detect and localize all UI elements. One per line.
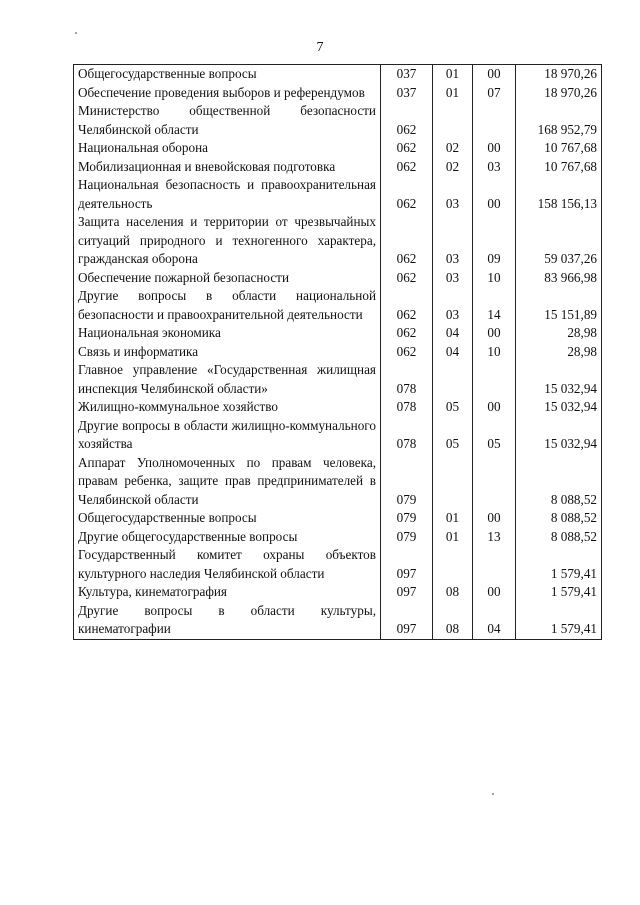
row-name: Аппарат Уполномоченных по правам человека, правам ребенка, защите прав предпринимателей в Челябинской области (74, 454, 381, 510)
row-section-code: 03 (433, 213, 473, 269)
row-name: Другие вопросы в области культуры, кинематографии (74, 602, 381, 640)
page-number: 7 (316, 40, 324, 55)
row-amount: 1 579,41 (516, 583, 602, 602)
row-name: Общегосударственные вопросы (74, 509, 381, 528)
row-name: Министерство общественной безопасности Челябинской области (74, 102, 381, 139)
row-subsection-code: 00 (473, 139, 516, 158)
row-ved-code: 062 (381, 139, 433, 158)
row-section-code: 02 (433, 139, 473, 158)
table-row (74, 65, 602, 84)
row-amount: 15 032,94 (516, 398, 602, 417)
row-section-code: 01 (433, 509, 473, 528)
row-name: Национальная экономика (74, 324, 381, 343)
row-ved-code: 078 (381, 361, 433, 398)
row-amount: 8 088,52 (516, 528, 602, 547)
table-row (74, 324, 602, 343)
row-section-code: 01 (433, 65, 473, 84)
row-name: Культура, кинематография (74, 583, 381, 602)
table-row (74, 102, 602, 139)
table-row (74, 583, 602, 602)
row-amount: 8 088,52 (516, 509, 602, 528)
row-section-code: 08 (433, 602, 473, 640)
row-amount: 1 579,41 (516, 546, 602, 583)
row-name: Общегосударственные вопросы (74, 65, 381, 84)
row-ved-code: 062 (381, 324, 433, 343)
table-row (74, 509, 602, 528)
row-ved-code: 062 (381, 158, 433, 177)
row-section-code: 03 (433, 176, 473, 213)
row-subsection-code: 00 (473, 324, 516, 343)
row-ved-code: 079 (381, 509, 433, 528)
row-amount: 18 970,26 (516, 84, 602, 103)
row-subsection-code: 00 (473, 176, 516, 213)
row-name: Другие вопросы в области национальной безопасности и правоохранительной деятельности (74, 287, 381, 324)
row-section-code (433, 454, 473, 510)
row-amount: 10 767,68 (516, 158, 602, 177)
row-amount: 18 970,26 (516, 65, 602, 84)
row-section-code: 03 (433, 269, 473, 288)
row-amount: 28,98 (516, 343, 602, 362)
row-ved-code: 079 (381, 454, 433, 510)
row-section-code: 04 (433, 343, 473, 362)
row-amount: 59 037,26 (516, 213, 602, 269)
row-subsection-code: 00 (473, 398, 516, 417)
row-section-code: 01 (433, 84, 473, 103)
row-subsection-code: 05 (473, 417, 516, 454)
row-name: Другие общегосударственные вопросы (74, 528, 381, 547)
row-ved-code: 062 (381, 343, 433, 362)
row-subsection-code: 09 (473, 213, 516, 269)
row-name: Мобилизационная и вневойсковая подготовка (74, 158, 381, 177)
row-subsection-code (473, 361, 516, 398)
row-amount: 15 151,89 (516, 287, 602, 324)
row-subsection-code: 03 (473, 158, 516, 177)
row-subsection-code: 04 (473, 602, 516, 640)
table-row (74, 213, 602, 269)
table-row (74, 158, 602, 177)
row-name: Обеспечение пожарной безопасности (74, 269, 381, 288)
table-row (74, 454, 602, 510)
row-ved-code: 078 (381, 398, 433, 417)
row-name: Национальная оборона (74, 139, 381, 158)
row-ved-code: 079 (381, 528, 433, 547)
table-row (74, 176, 602, 213)
row-amount: 83 966,98 (516, 269, 602, 288)
row-amount: 1 579,41 (516, 602, 602, 640)
table-row (74, 361, 602, 398)
row-name: Национальная безопасность и правоохранительная деятельность (74, 176, 381, 213)
row-amount: 158 156,13 (516, 176, 602, 213)
row-section-code: 02 (433, 158, 473, 177)
row-amount: 10 767,68 (516, 139, 602, 158)
row-ved-code: 062 (381, 269, 433, 288)
row-section-code: 03 (433, 287, 473, 324)
row-ved-code: 078 (381, 417, 433, 454)
row-subsection-code (473, 102, 516, 139)
row-subsection-code: 14 (473, 287, 516, 324)
table-row (74, 546, 602, 583)
table-row (74, 139, 602, 158)
table-row (74, 528, 602, 547)
row-subsection-code: 10 (473, 269, 516, 288)
table-row (74, 269, 602, 288)
row-name: Связь и информатика (74, 343, 381, 362)
row-subsection-code: 10 (473, 343, 516, 362)
row-ved-code: 062 (381, 213, 433, 269)
table-row (74, 398, 602, 417)
row-amount: 15 032,94 (516, 361, 602, 398)
scan-speck (75, 32, 77, 34)
row-amount: 28,98 (516, 324, 602, 343)
row-name: Обеспечение проведения выборов и референдумов (74, 84, 381, 103)
row-ved-code: 037 (381, 65, 433, 84)
row-name: Жилищно-коммунальное хозяйство (74, 398, 381, 417)
row-subsection-code: 00 (473, 65, 516, 84)
row-ved-code: 062 (381, 287, 433, 324)
row-subsection-code (473, 546, 516, 583)
row-subsection-code: 13 (473, 528, 516, 547)
row-section-code (433, 546, 473, 583)
row-ved-code: 062 (381, 102, 433, 139)
row-section-code: 04 (433, 324, 473, 343)
budget-table (73, 64, 602, 640)
row-section-code: 05 (433, 417, 473, 454)
row-subsection-code (473, 454, 516, 510)
row-ved-code: 097 (381, 583, 433, 602)
table-row (74, 84, 602, 103)
row-name: Защита населения и территории от чрезвычайных ситуаций природного и техногенного характера, гражданская оборона (74, 213, 381, 269)
row-ved-code: 097 (381, 602, 433, 640)
table-row (74, 602, 602, 640)
table-row (74, 287, 602, 324)
row-section-code (433, 102, 473, 139)
row-ved-code: 037 (381, 84, 433, 103)
table-row (74, 343, 602, 362)
row-name: Другие вопросы в области жилищно-коммунального хозяйства (74, 417, 381, 454)
row-subsection-code: 07 (473, 84, 516, 103)
scan-speck (492, 793, 494, 795)
row-amount: 15 032,94 (516, 417, 602, 454)
row-ved-code: 097 (381, 546, 433, 583)
row-ved-code: 062 (381, 176, 433, 213)
table-row (74, 417, 602, 454)
row-name: Государственный комитет охраны объектов культурного наследия Челябинской области (74, 546, 381, 583)
row-name: Главное управление «Государственная жилищная инспекция Челябинской области» (74, 361, 381, 398)
row-section-code: 08 (433, 583, 473, 602)
row-section-code: 01 (433, 528, 473, 547)
row-amount: 168 952,79 (516, 102, 602, 139)
row-subsection-code: 00 (473, 583, 516, 602)
row-section-code (433, 361, 473, 398)
row-subsection-code: 00 (473, 509, 516, 528)
row-amount: 8 088,52 (516, 454, 602, 510)
row-section-code: 05 (433, 398, 473, 417)
